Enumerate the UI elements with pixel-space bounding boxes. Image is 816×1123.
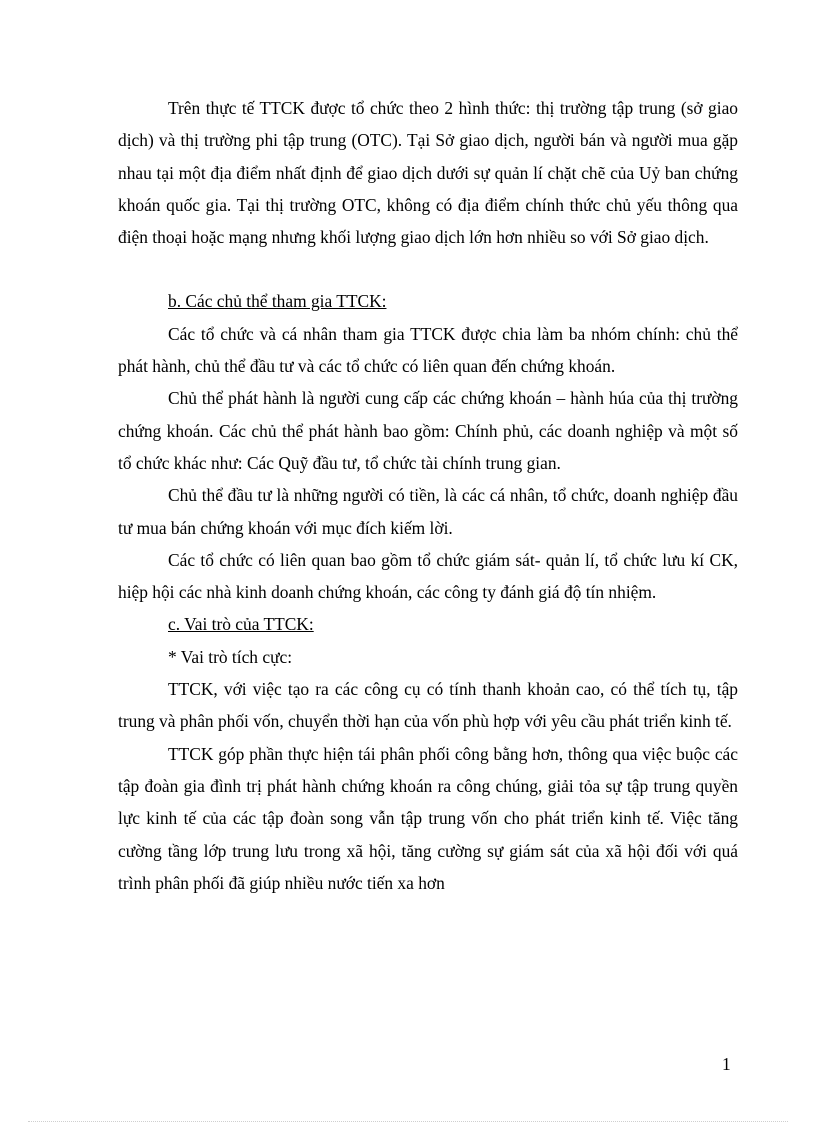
section-heading-b [118, 285, 738, 317]
subheading-positive-role: * Vai trò tích cực: [168, 646, 293, 667]
paragraph-redistribution: TTCK góp phần thực hiện tái phân phối công bằng hơn, thông qua việc buộc các tập đoàn gia đình trị phát hành chứng khoán ra công chúng, giải tỏa sự tập trung quyền lực kinh tế của các tập đoàn song vẫn tập trung vốn cho phát triển kinh tế. Việc tăng cường tầng lớp trung lưu trong xã hội, tăng cường sự giám sát của xã hội đối với quá trình phân phối đã giúp nhiều nước tiến xa hơn [118, 743, 738, 893]
section-heading-c [118, 608, 738, 640]
section-heading-c-text: c. Vai trò của TTCK: [168, 614, 314, 635]
paragraph-ttck-organization: Trên thực tế TTCK được tổ chức theo 2 hình thức: thị trường tập trung (sở giao dịch) và thị trường phi tập trung (OTC). Tại Sở giao dịch, người bán và người mua gặp nhau tại một địa điểm nhất định để giao dịch dưới sự quản lí chặt chẽ của Uỷ ban chứng khoán quốc gia. Tại thị trường OTC, không có địa điểm chính thức chủ yếu thông qua điện thoại hoặc mạng nhưng khối lượng giao dịch lớn hơn nhiều so với Sở giao dịch. [118, 98, 738, 248]
page-bottom-border [28, 1121, 788, 1122]
page-number: 1 [722, 1054, 731, 1074]
paragraph-issuers: Chủ thể phát hành là người cung cấp các chứng khoán – hành húa của thị trường chứng khoán. Các chủ thể phát hành bao gồm: Chính phủ, các doanh nghiệp và một số tổ chức khác như: Các Quỹ đầu tư, tổ chức tài chính trung gian. [118, 388, 738, 473]
section-heading-b-text: b. Các chủ thể tham gia TTCK: [168, 291, 387, 312]
blank-line [118, 253, 738, 285]
paragraph-liquidity: TTCK, với việc tạo ra các công cụ có tính thanh khoản cao, có thể tích tụ, tập trung và phân phối vốn, chuyển thời hạn của vốn phù hợp với yêu cầu phát triển kinh tế. [118, 679, 738, 732]
paragraph-participants: Các tổ chức và cá nhân tham gia TTCK được chia làm ba nhóm chính: chủ thể phát hành, chủ thể đầu tư và các tổ chức có liên quan đến chứng khoán. [118, 323, 738, 377]
paragraph-investors: Chủ thể đầu tư là những người có tiền, là các cá nhân, tổ chức, doanh nghiệp đầu tư mua bán chứng khoán với mục đích kiếm lời. [118, 485, 738, 538]
page-body [118, 92, 738, 899]
paragraph-related-organizations: Các tổ chức có liên quan bao gồm tổ chức giám sát- quản lí, tổ chức lưu kí CK, hiệp hội các nhà kinh doanh chứng khoán, các công ty đánh giá độ tín nhiệm. [118, 549, 738, 603]
